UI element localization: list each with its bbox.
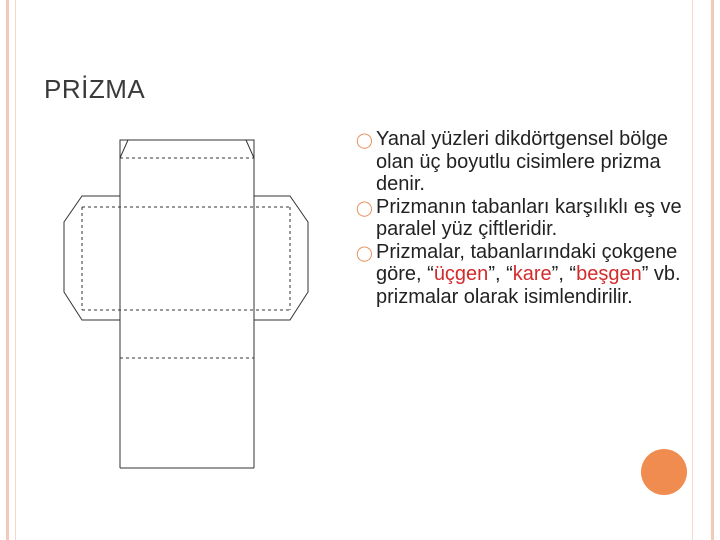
net-right-tab <box>254 196 308 320</box>
bullet-text-part: ”, “ <box>551 263 577 285</box>
slide-title: PRİZMA <box>44 74 146 104</box>
bullet-text-part: Prizmalar, tabanlarındaki çokgene göre, “ <box>376 240 678 285</box>
bullet-list <box>356 128 696 308</box>
bullet-text: Prizmanın tabanları karşılıklı eş ve paralel yüz çiftleridir. <box>376 195 682 240</box>
bullet-item <box>356 196 696 241</box>
highlight-kare: kare <box>512 263 552 285</box>
net-outline-top-left <box>120 140 254 468</box>
highlight-ucgen: üçgen <box>433 263 489 285</box>
bullet-text-part: ” vb. prizmalar olarak isimlendirilir. <box>376 263 681 308</box>
bullet-item <box>356 128 696 196</box>
highlight-besgen: beşgen <box>576 263 642 285</box>
bullet-text-part: ”, “ <box>488 263 513 285</box>
circle-o-bullet-icon: ◯ <box>356 199 373 217</box>
bullet-text: Yanal yüzleri dikdörtgensel bölge olan üç boyutlu cisimlere prizma denir. <box>376 128 669 195</box>
net-left-tab <box>64 196 120 320</box>
bullet-text <box>376 241 681 308</box>
circle-o-bullet-icon: ◯ <box>356 132 373 149</box>
decorative-orange-circle <box>641 449 687 495</box>
circle-o-bullet-icon: ◯ <box>356 244 373 262</box>
net-outline-top-tab <box>120 140 254 158</box>
bullet-item <box>356 241 696 309</box>
